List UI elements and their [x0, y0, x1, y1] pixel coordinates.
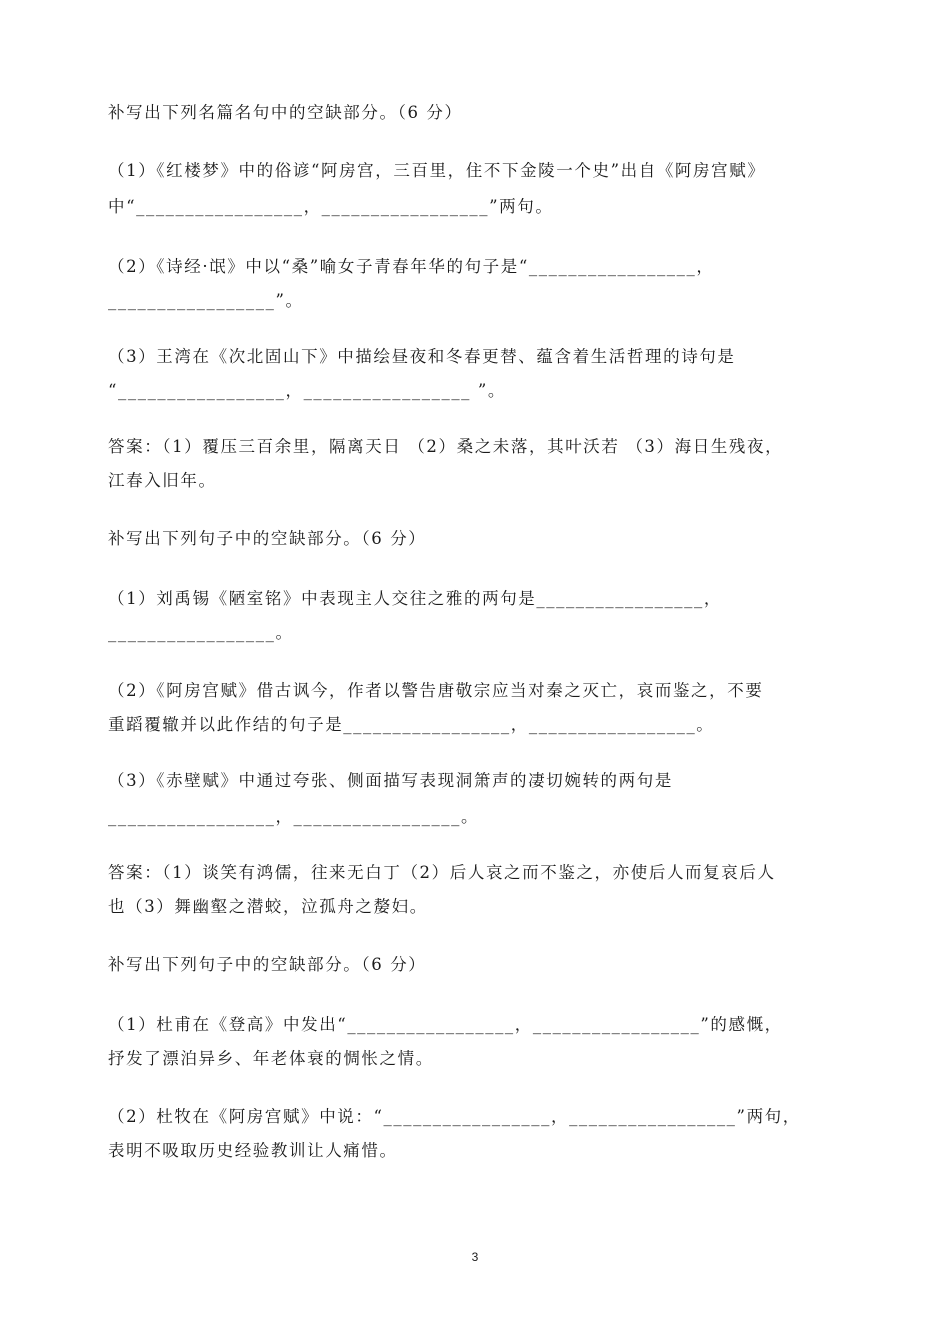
answer-1-line-1: 答案：（1）覆压三百余里，隔离天日 （2）桑之未落，其叶沃若 （3）海日生残夜， [108, 437, 784, 456]
question-3-2-line-1: （2）杜牧在《阿房宫赋》中说：“_________________，_________________”两句， [108, 1107, 801, 1126]
question-2-3-line-2: _________________，_________________。 [108, 807, 480, 826]
question-1-2-line-1: （2）《诗经·氓》中以“桑”喻女子青春年华的句子是“_________________， [108, 257, 715, 276]
question-2-3-line-1: （3）《赤壁赋》中通过夸张、侧面描写表现洞箫声的凄切婉转的两句是 [108, 771, 673, 790]
question-1-3-line-2: “_________________，_________________ ”。 [108, 381, 507, 400]
page-number: 3 [471, 1250, 479, 1264]
question-3-2-line-2: 表明不吸取历史经验教训让人痛惜。 [108, 1141, 398, 1160]
question-2-2-line-2: 重蹈覆辙并以此作结的句子是_________________，_________________。 [108, 715, 715, 734]
question-1-3-line-1: （3）王湾在《次北固山下》中描绘昼夜和冬春更替、蕴含着生活哲理的诗句是 [108, 347, 736, 366]
section-2-heading: 补写出下列句子中的空缺部分。（6 分） [108, 529, 427, 548]
answer-2-line-1: 答案：（1）谈笑有鸿儒，往来无白丁（2）后人哀之而不鉴之，亦使后人而复哀后人 [108, 863, 776, 882]
answer-2-line-2: 也（3）舞幽壑之潜蛟，泣孤舟之嫠妇。 [108, 897, 428, 916]
question-3-1-line-2: 抒发了漂泊异乡、年老体衰的惆怅之情。 [108, 1049, 434, 1068]
answer-1-line-2: 江春入旧年。 [108, 471, 217, 490]
question-2-1-line-1: （1）刘禹锡《陋室铭》中表现主人交往之雅的两句是_________________， [108, 589, 722, 608]
section-1-heading: 补写出下列名篇名句中的空缺部分。（6 分） [108, 103, 463, 122]
section-3-heading: 补写出下列句子中的空缺部分。（6 分） [108, 955, 427, 974]
question-2-1-line-2: _________________。 [108, 623, 294, 642]
question-3-1-line-1: （1）杜甫在《登高》中发出“_________________，_________________”的感慨， [108, 1015, 783, 1034]
question-2-2-line-1: （2）《阿房宫赋》借古讽今，作者以警告唐敬宗应当对秦之灭亡，哀而鉴之，不要 [108, 681, 764, 700]
question-1-2-line-2: _________________”。 [108, 291, 304, 310]
question-1-1-line-2: 中“_________________，_________________”两句。 [108, 197, 554, 216]
question-1-1-line-1: （1）《红楼梦》中的俗谚“阿房宫，三百里，住不下金陵一个史”出自《阿房宫赋》 [108, 161, 766, 180]
